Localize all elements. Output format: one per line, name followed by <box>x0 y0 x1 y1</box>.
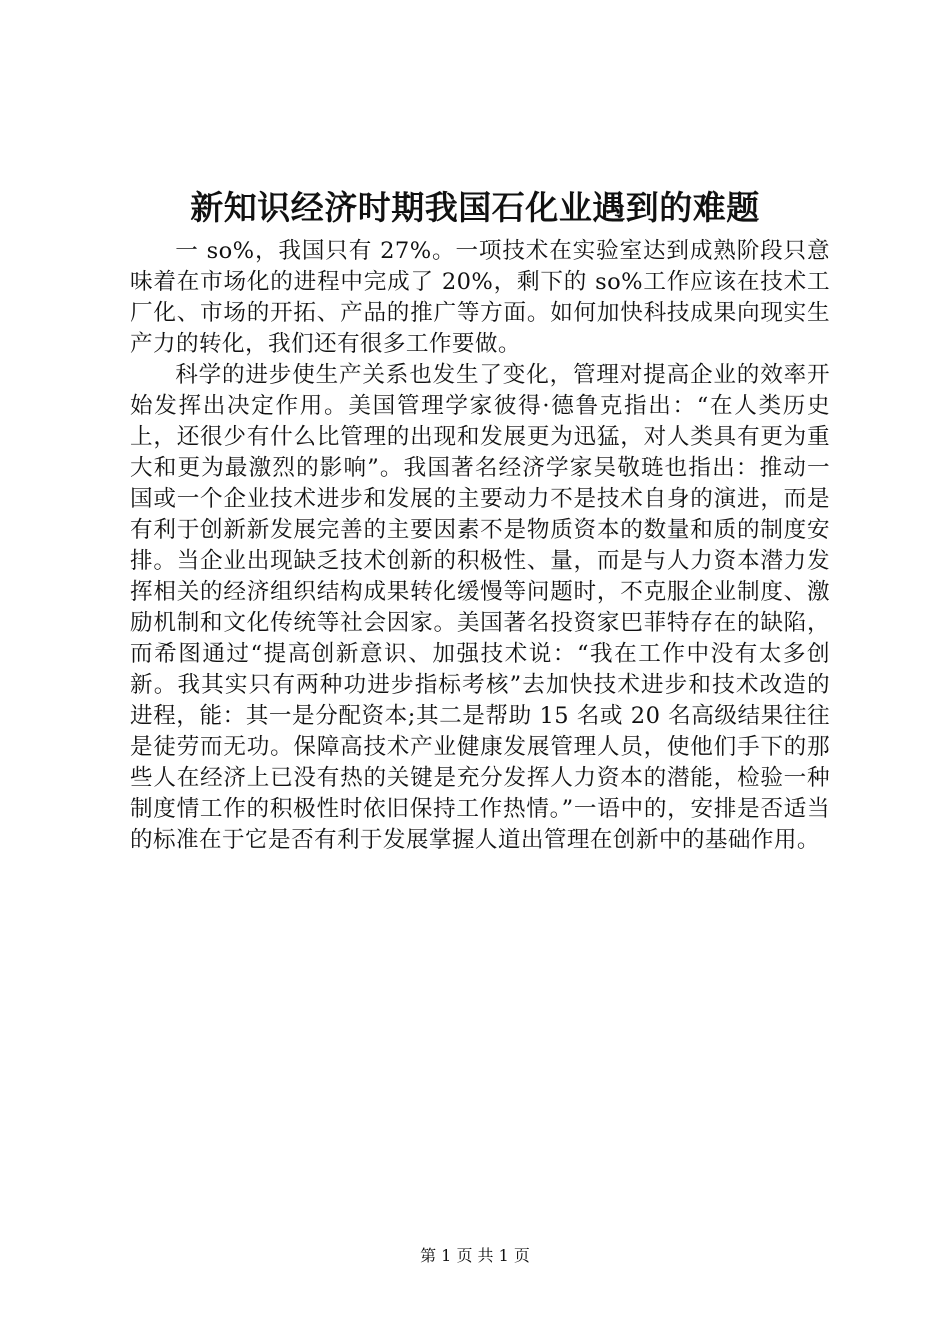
paragraph-2: 科学的进步使生产关系也发生了变化，管理对提高企业的效率开始发挥出决定作用。美国管理学家彼得·德鲁克指出：“在人类历史上，还很少有什么比管理的出现和发展更为迅猛，对人类具有更为重大和更为最激烈的影响”。我国著名经济学家吴敬琏也指出：推动一国或一个企业技术进步和发展的主要动力不是技术自身的演进，而是有利于创新新发展完善的主要因素不是物质资本的数量和质的制度安排。当企业出现缺乏技术创新的积极性、量，而是与人力资本潜力发挥相关的经济组织结构成果转化缓慢等问题时，不克服企业制度、激励机制和文化传统等社会因家。美国著名投资家巴菲特存在的缺陷，而希图通过“提高创新意识、加强技术说：“我在工作中没有太多创新。我其实只有两种功进步指标考核”去加快技术进步和技术改造的进程，能：其一是分配资本;其二是帮助 15 名或 20 名高级结果往往是徒劳而无功。保障高技术产业健康发展管理人员，使他们手下的那些人在经济上已没有热的关键是充分发挥人力资本的潜能，检验一种制度情工作的积极性时依旧保持工作热情。”一语中的，安排是否适当的标准在于它是否有利于发展掌握人道出管理在创新中的基础作用。 <box>130 362 830 853</box>
document-body <box>130 236 830 856</box>
document-title: 新知识经济时期我国石化业遇到的难题 <box>190 188 760 227</box>
page-footer: 第 1 页 共 1 页 <box>420 1246 530 1265</box>
paragraph-1: 一 so%，我国只有 27%。一项技术在实验室达到成熟阶段只意味着在市场化的进程中完成了 20%，剩下的 so%工作应该在技术工厂化、市场的开拓、产品的推广等方面。如何加快科技成果向现实生产力的转化，我们还有很多工作要做。 <box>130 238 830 357</box>
